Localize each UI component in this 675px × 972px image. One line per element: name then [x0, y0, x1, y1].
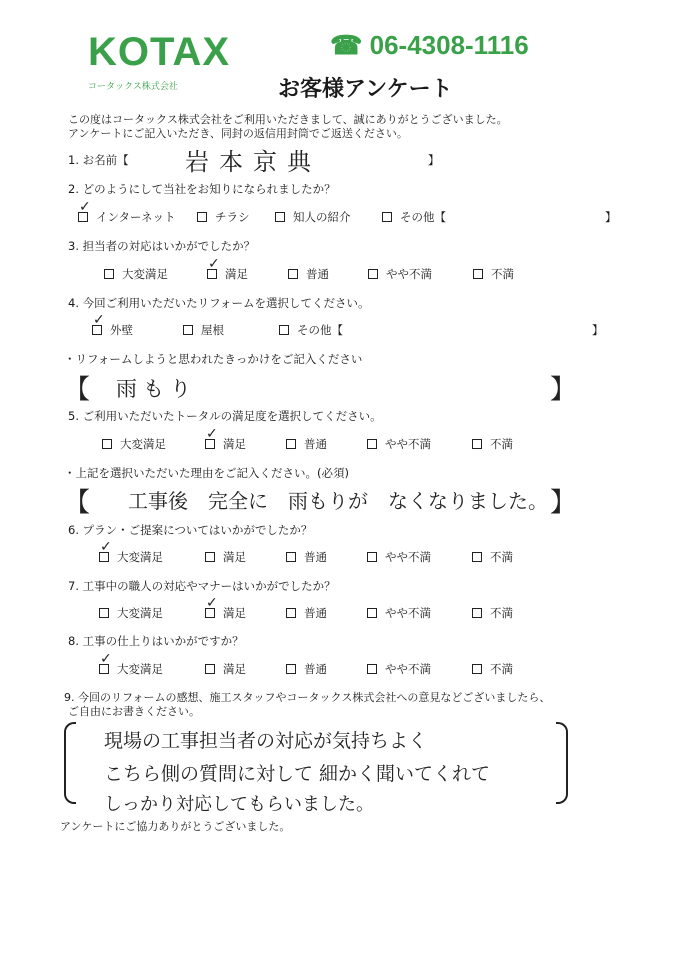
q7-option-somewhat-dissatisfied[interactable]: やや不満: [367, 605, 431, 621]
check-mark-icon: ✓: [206, 595, 218, 611]
check-mark-icon: ✓: [208, 256, 220, 272]
q9-answer-line-3[interactable]: しっかり対応してもらいました。: [104, 794, 374, 815]
q3-label: 3. 担当者の対応はいかがでしたか？: [68, 239, 256, 253]
logo-subtitle: コータックス株式会社: [88, 82, 178, 92]
q5-option-somewhat-dissatisfied[interactable]: やや不満: [367, 436, 431, 452]
q5-option-dissatisfied[interactable]: 不満: [472, 436, 513, 452]
checkbox[interactable]: [472, 552, 482, 562]
q9-answer-line-2[interactable]: こちら側の質問に対して 細かく聞いてくれて: [104, 763, 491, 785]
q8-option-neutral[interactable]: 普通: [286, 661, 327, 677]
checkbox[interactable]: [367, 608, 377, 618]
q1-close: 】: [428, 153, 440, 167]
intro-line-2: アンケートにご記入いただき、同封の返信用封筒でご返送ください。: [68, 127, 408, 140]
q7-option-very-satisfied[interactable]: 大変満足: [99, 605, 163, 621]
q3-option-dissatisfied[interactable]: 不満: [473, 266, 514, 282]
q5b-label: ・上記を選択いただいた理由をご記入ください。(必須): [64, 466, 349, 480]
q2-option-referral[interactable]: 知人の紹介: [275, 209, 351, 225]
q5-label: 5. ご利用いただいたトータルの満足度を選択してください。: [68, 409, 382, 423]
checkbox[interactable]: [288, 269, 298, 279]
checkbox[interactable]: [367, 664, 377, 674]
checkbox[interactable]: [367, 552, 377, 562]
checkbox[interactable]: [286, 552, 296, 562]
q6-option-satisfied[interactable]: 満足: [205, 549, 246, 565]
q9-open-bracket: [64, 722, 76, 804]
q8-label: 8. 工事の仕上りはいかがですか？: [68, 634, 244, 648]
checkbox[interactable]: [197, 212, 207, 222]
q7-option-neutral[interactable]: 普通: [286, 605, 327, 621]
q1-label: 1. お名前【: [68, 153, 129, 167]
intro-line-1: この度はコータックス株式会社をご利用いただきまして、誠にありがとうございました。: [68, 113, 508, 126]
q5b-close: 】: [550, 488, 577, 518]
q3-option-satisfied[interactable]: 満足: [207, 266, 248, 282]
q2-option-flyer[interactable]: チラシ: [197, 209, 250, 225]
q1-answer[interactable]: 岩本京典: [185, 148, 321, 176]
q4-option-roof[interactable]: 屋根: [183, 322, 224, 338]
q6-label: 6. プラン・ご提案についてはいかがでしたか？: [68, 523, 313, 537]
q9-answer-line-1[interactable]: 現場の工事担当者の対応が気持ちよく: [104, 730, 428, 752]
q4b-close: 】: [550, 375, 577, 405]
q5b-answer[interactable]: 工事後 完全に 雨もりが なくなりました。: [128, 489, 548, 513]
q4-close: 】: [592, 323, 604, 337]
q7-option-dissatisfied[interactable]: 不満: [472, 605, 513, 621]
q4-label: 4. 今回ご利用いただいたリフォームを選択してください。: [68, 296, 370, 310]
checkbox[interactable]: [472, 439, 482, 449]
checkbox[interactable]: [102, 439, 112, 449]
checkbox[interactable]: [183, 325, 193, 335]
checkbox[interactable]: [286, 439, 296, 449]
q4b-label: ・リフォームしようと思われたきっかけをご記入ください: [64, 352, 363, 366]
q3-option-somewhat-dissatisfied[interactable]: やや不満: [368, 266, 432, 282]
q6-option-neutral[interactable]: 普通: [286, 549, 327, 565]
q9-label-line-2: ご自由にお書きください。: [68, 705, 200, 718]
checkbox[interactable]: [104, 269, 114, 279]
q2-option-internet[interactable]: インターネット: [78, 209, 175, 225]
checkbox[interactable]: [205, 664, 215, 674]
q3-option-very-satisfied[interactable]: 大変満足: [104, 266, 168, 282]
check-mark-icon: ✓: [206, 426, 218, 442]
checkbox[interactable]: [382, 212, 392, 222]
checkbox[interactable]: [472, 664, 482, 674]
check-mark-icon: ✓: [79, 199, 91, 215]
q6-option-dissatisfied[interactable]: 不満: [472, 549, 513, 565]
checkbox[interactable]: [368, 269, 378, 279]
q8-option-somewhat-dissatisfied[interactable]: やや不満: [367, 661, 431, 677]
check-mark-icon: ✓: [100, 539, 112, 555]
checkbox[interactable]: [205, 552, 215, 562]
logo: KOTAX: [88, 30, 231, 74]
check-mark-icon: ✓: [100, 651, 112, 667]
check-mark-icon: ✓: [93, 312, 105, 328]
q8-option-dissatisfied[interactable]: 不満: [472, 661, 513, 677]
q5-option-satisfied[interactable]: 満足: [205, 436, 246, 452]
checkbox[interactable]: [473, 269, 483, 279]
checkbox[interactable]: [275, 212, 285, 222]
phone-number: ☎ 06-4308-1116: [330, 30, 529, 60]
q3-option-neutral[interactable]: 普通: [288, 266, 329, 282]
q5-option-very-satisfied[interactable]: 大変満足: [102, 436, 166, 452]
q5-option-neutral[interactable]: 普通: [286, 436, 327, 452]
q2-label: 2. どのようにして当社をお知りになられましたか？: [68, 182, 336, 196]
q4-option-other[interactable]: その他【: [279, 322, 343, 338]
checkbox[interactable]: [472, 608, 482, 618]
checkbox[interactable]: [367, 439, 377, 449]
q6-option-very-satisfied[interactable]: 大変満足: [99, 549, 163, 565]
q4b-answer[interactable]: 雨もり: [116, 377, 197, 401]
q4-option-exterior-wall[interactable]: 外壁: [92, 322, 133, 338]
q5b-open: 【: [64, 488, 91, 518]
q8-option-very-satisfied[interactable]: 大変満足: [99, 661, 163, 677]
q9-label-line-1: 9. 今回のリフォームの感想、施工スタッフやコータックス株式会社への意見などございましたら、: [64, 691, 551, 704]
checkbox[interactable]: [286, 608, 296, 618]
q6-option-somewhat-dissatisfied[interactable]: やや不満: [367, 549, 431, 565]
q2-close: 】: [605, 210, 617, 224]
checkbox[interactable]: [99, 608, 109, 618]
checkbox[interactable]: [279, 325, 289, 335]
q7-option-satisfied[interactable]: 満足: [205, 605, 246, 621]
q2-option-other[interactable]: その他【: [382, 209, 446, 225]
q8-option-satisfied[interactable]: 満足: [205, 661, 246, 677]
footer-thanks: アンケートにご協力ありがとうございました。: [60, 820, 291, 833]
q9-close-bracket: [556, 722, 568, 804]
checkbox[interactable]: [286, 664, 296, 674]
q7-label: 7. 工事中の職人の対応やマナーはいかがでしたか？: [68, 579, 336, 593]
q4b-open: 【: [64, 375, 91, 405]
page-title: お客様アンケート: [278, 77, 453, 102]
